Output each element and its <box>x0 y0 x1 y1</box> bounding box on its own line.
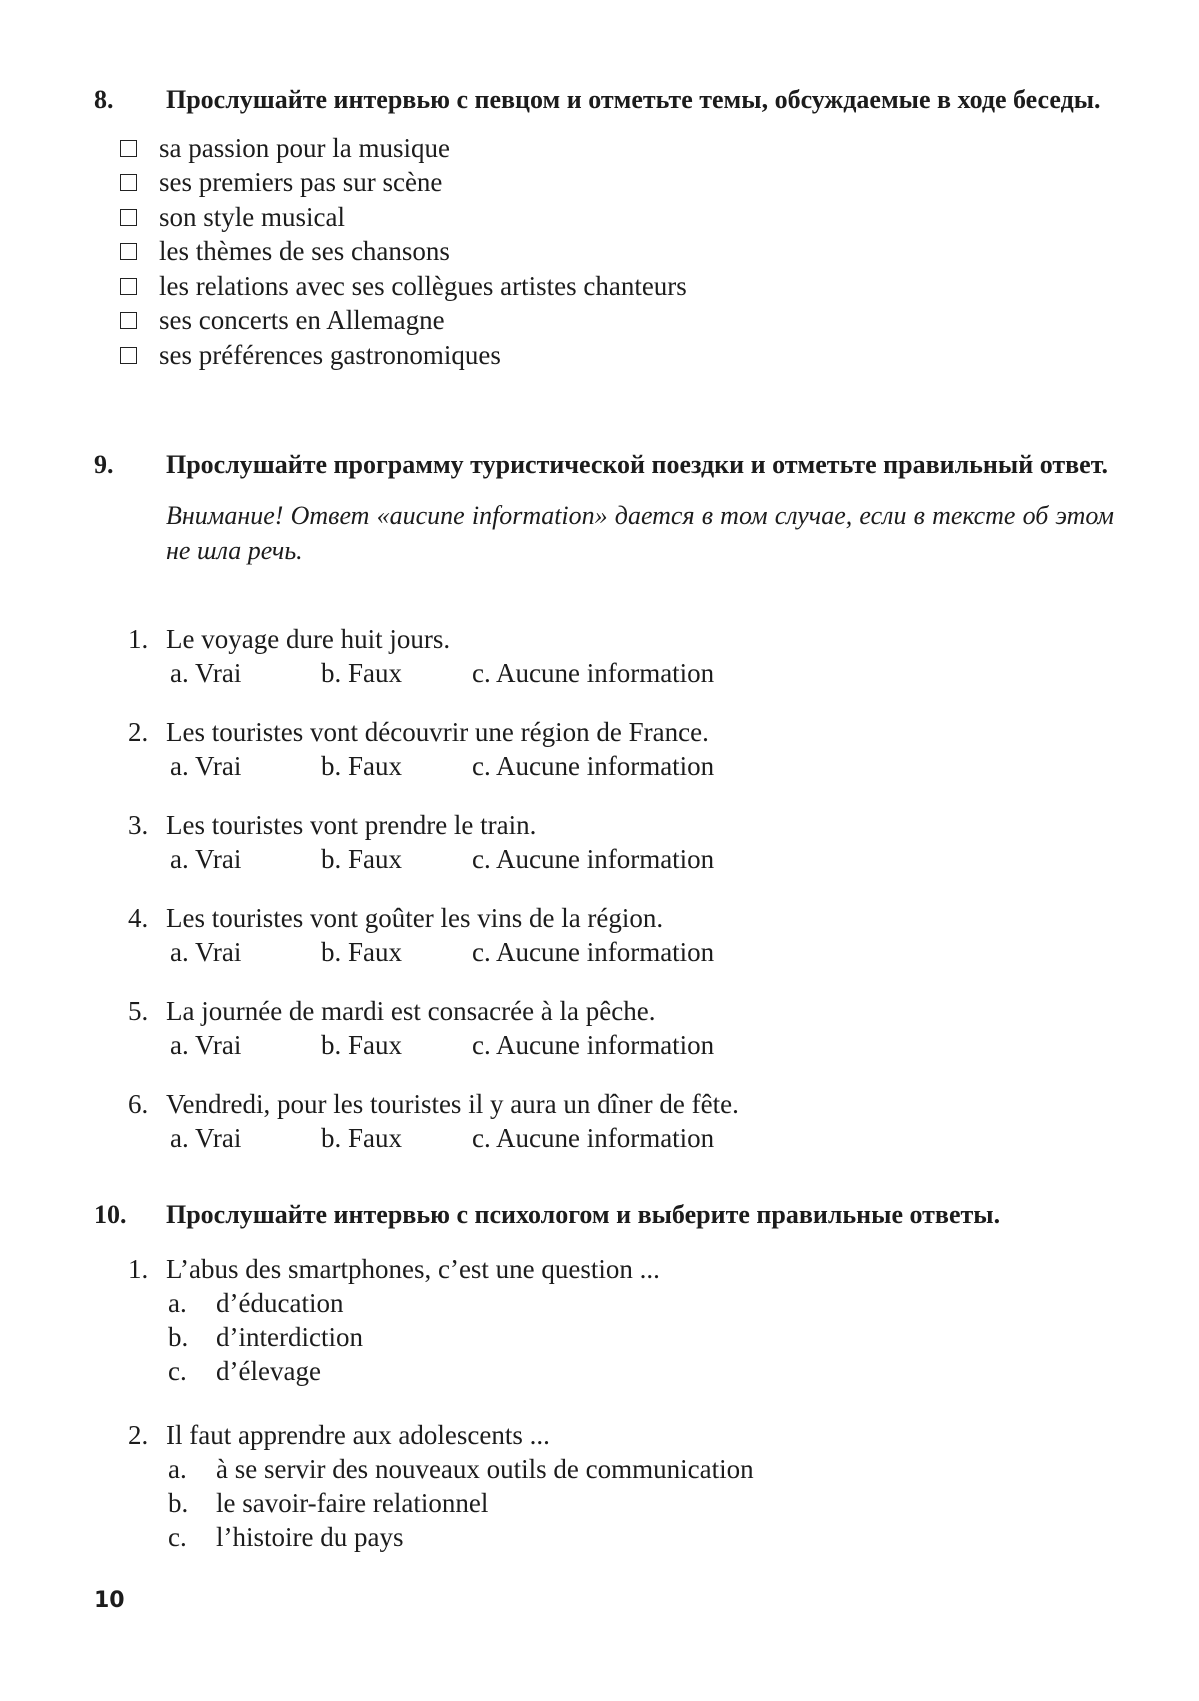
question-text: Il faut apprendre aux adolescents ... <box>166 1420 550 1450</box>
exercise-number: 9. <box>94 450 114 479</box>
answer-option[interactable] <box>168 1286 660 1320</box>
option-faux[interactable]: b. Faux <box>321 751 402 781</box>
exercise-10-heading <box>94 1198 1114 1232</box>
question-number: 2. <box>128 717 149 747</box>
checklist-item[interactable] <box>120 131 1114 166</box>
exercise-number: 10. <box>94 1200 127 1229</box>
question-text: Le voyage dure huit jours. <box>166 624 451 654</box>
answer-letter: c. <box>168 1522 187 1552</box>
checkbox-icon[interactable] <box>120 209 137 226</box>
checklist-item-label: les thèmes de ses chansons <box>159 236 450 267</box>
answer-text[interactable]: le savoir-faire relationnel <box>216 1488 489 1518</box>
exercise-note: Внимание! Ответ «aucune information» дается в том случае, если в тексте об этом не шла речь. <box>166 501 1114 565</box>
exercise-title: Прослушайте интервью с певцом и отметьте темы, обсуждаемые в ходе беседы. <box>166 85 1101 114</box>
answer-text[interactable]: l’histoire du pays <box>216 1522 404 1552</box>
answer-option[interactable] <box>168 1452 754 1486</box>
checkbox-icon[interactable] <box>120 140 137 157</box>
option-vrai[interactable]: a. Vrai <box>170 1123 242 1153</box>
exercise-8-heading <box>94 83 1114 117</box>
true-false-question <box>128 901 714 969</box>
option-aucune-information[interactable]: c. Aucune information <box>472 658 715 688</box>
checklist-item-label: les relations avec ses collègues artistes chanteurs <box>159 270 687 301</box>
multiple-choice-question <box>128 1418 754 1554</box>
checklist-item[interactable] <box>120 166 1114 201</box>
exercise-9-heading <box>94 448 1114 482</box>
checklist-item-label: ses premiers pas sur scène <box>159 167 443 198</box>
question-text: Vendredi, pour les touristes il y aura un dîner de fête. <box>166 1089 739 1119</box>
checkbox-icon[interactable] <box>120 243 137 260</box>
question-number: 6. <box>128 1089 149 1119</box>
answer-letter: c. <box>168 1356 187 1386</box>
true-false-question <box>128 1087 739 1155</box>
true-false-question <box>128 715 714 783</box>
multiple-choice-question <box>128 1252 660 1388</box>
exercise-title: Прослушайте программу туристической поездки и отметьте правильный ответ. <box>166 450 1109 479</box>
question-text: L’abus des smartphones, c’est une question ... <box>166 1254 660 1284</box>
topic-checklist <box>120 131 1114 373</box>
question-text: Les touristes vont découvrir une région de France. <box>166 717 709 747</box>
checkbox-icon[interactable] <box>120 312 137 329</box>
option-faux[interactable]: b. Faux <box>321 1123 402 1153</box>
answer-option[interactable] <box>168 1354 660 1388</box>
option-aucune-information[interactable]: c. Aucune information <box>472 1123 715 1153</box>
option-faux[interactable]: b. Faux <box>321 658 402 688</box>
question-number: 2. <box>128 1420 149 1450</box>
answer-text[interactable]: d’élevage <box>216 1356 321 1386</box>
question-number: 1. <box>128 624 149 654</box>
answer-text[interactable]: d’éducation <box>216 1288 344 1318</box>
question-text: Les touristes vont goûter les vins de la région. <box>166 903 664 933</box>
option-vrai[interactable]: a. Vrai <box>170 844 242 874</box>
checklist-item[interactable] <box>120 235 1114 270</box>
answer-option[interactable] <box>168 1320 660 1354</box>
option-vrai[interactable]: a. Vrai <box>170 1030 242 1060</box>
exercise-10 <box>94 1198 1114 1232</box>
option-faux[interactable]: b. Faux <box>321 1030 402 1060</box>
option-aucune-information[interactable]: c. Aucune information <box>472 751 715 781</box>
option-aucune-information[interactable]: c. Aucune information <box>472 937 715 967</box>
checklist-item-label: ses concerts en Allemagne <box>159 305 445 336</box>
answer-letter: b. <box>168 1488 189 1518</box>
checkbox-icon[interactable] <box>120 278 137 295</box>
checklist-item[interactable] <box>120 200 1114 235</box>
checklist-item[interactable] <box>120 269 1114 304</box>
option-faux[interactable]: b. Faux <box>321 937 402 967</box>
answer-letter: a. <box>168 1288 187 1318</box>
page-number: 10 <box>94 1588 125 1613</box>
answer-option[interactable] <box>168 1520 754 1554</box>
question-text: La journée de mardi est consacrée à la pêche. <box>166 996 656 1026</box>
exercise-8 <box>94 83 1114 373</box>
question-number: 3. <box>128 810 149 840</box>
checklist-item[interactable] <box>120 304 1114 339</box>
exercise-title: Прослушайте интервью с психологом и выберите правильные ответы. <box>166 1200 1001 1229</box>
question-text: Les touristes vont prendre le train. <box>166 810 537 840</box>
checklist-item-label: son style musical <box>159 201 345 232</box>
checklist-item-label: ses préférences gastronomiques <box>159 339 501 370</box>
question-number: 5. <box>128 996 149 1026</box>
option-vrai[interactable]: a. Vrai <box>170 751 242 781</box>
option-aucune-information[interactable]: c. Aucune information <box>472 844 715 874</box>
checkbox-icon[interactable] <box>120 347 137 364</box>
answer-text[interactable]: d’interdiction <box>216 1322 363 1352</box>
answer-text[interactable]: à se servir des nouveaux outils de communication <box>216 1454 754 1484</box>
true-false-question <box>128 994 714 1062</box>
true-false-question <box>128 622 714 690</box>
option-faux[interactable]: b. Faux <box>321 844 402 874</box>
true-false-question <box>128 808 714 876</box>
answer-letter: b. <box>168 1322 189 1352</box>
option-vrai[interactable]: a. Vrai <box>170 658 242 688</box>
checklist-item-label: sa passion pour la musique <box>159 132 450 163</box>
answer-letter: a. <box>168 1454 187 1484</box>
checkbox-icon[interactable] <box>120 174 137 191</box>
option-aucune-information[interactable]: c. Aucune information <box>472 1030 715 1060</box>
exercise-9 <box>94 448 1114 568</box>
checklist-item[interactable] <box>120 338 1114 373</box>
exercise-number: 8. <box>94 85 114 114</box>
option-vrai[interactable]: a. Vrai <box>170 937 242 967</box>
answer-option[interactable] <box>168 1486 754 1520</box>
question-number: 4. <box>128 903 149 933</box>
question-number: 1. <box>128 1254 149 1284</box>
